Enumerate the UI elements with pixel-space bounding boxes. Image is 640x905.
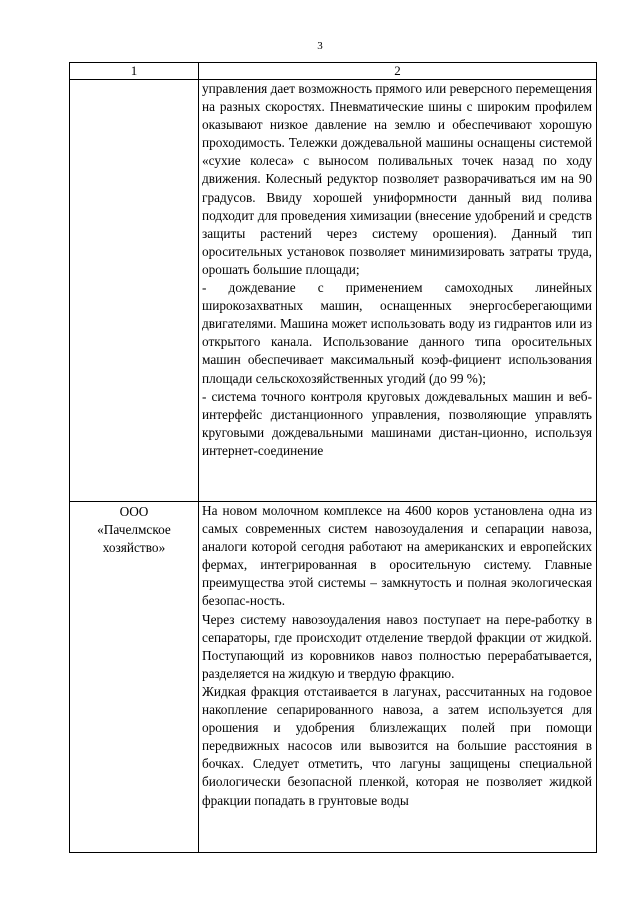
organization-name-line: ООО (119, 504, 149, 519)
description-paragraph: - система точного контроля круговых дождевальных машин и веб-интерфейс дистанционного управления, позволяющие управлять круговыми дождевальными машинами дистан-ционно, используя интернет-соединение (202, 388, 592, 458)
table-row (70, 80, 597, 502)
description-cell (199, 502, 597, 853)
organization-name-line: хозяйство» (102, 540, 166, 555)
description-paragraph: - дождевание с применением самоходных линейных широкозахватных машин, оснащенных энергосберегающими двигателями. Машина может использовать воду из гидрантов или из открытого канала. Использование данного типа оросительных машин обеспечивает максимальный коэф-фициент использования площади сельскохозяйственных угодий (до 99 %); (202, 280, 592, 386)
document-table (69, 62, 597, 853)
description-paragraph: Жидкая фракция отстаивается в лагунах, рассчитанных на годовое накопление сепарированного навоза, а затем используется для орошения и удобрения близлежащих полей при помощи передвижных насосов или вывозится на большие расстояния в бочках. Следует отметить, что лагуны защищены специальной биологически безопасной пленкой, которая не позволяет жидкой фракции попадать в грунтовые воды (202, 683, 592, 808)
organization-cell (70, 502, 199, 853)
column-header-2: 2 (199, 63, 597, 80)
description-cell (199, 80, 597, 502)
description-paragraph: На новом молочном комплексе на 4600 коров установлена одна из самых современных систем навозоудаления и сепарации навоза, аналоги которой сегодня работают на американских и европейских фермах, интегрированная в оросительную систему. Главные преимущества этой системы – замкнутость и полная экологическая безопас-ность. (202, 503, 592, 609)
description-paragraph: управления дает возможность прямого или реверсного перемещения на разных скоростях. Пневматические шины с широким профилем оказывают низкое давление на землю и обеспечивают хорошую проходимость. Тележки дождевальной машины оснащены системой «сухие колеса» с выносом поливальных точек назад по ходу движения. Колесный редуктор позволяет разворачиваться им на 90 градусов. Ввиду хорошей униформности данный вид полива подходит для проведения химизации (внесение удобрений и средств защиты растений через систему орошения). Данный тип оросительных установок позволяет минимизировать затраты труда, орошать большие площади; (202, 81, 593, 277)
table-row (70, 502, 597, 853)
description-paragraph: Через систему навозоудаления навоз поступает на пере-работку в сепараторы, где происходит отделение твердой фракции от жидкой. Поступающий из коровников навоз полностью перерабатывается, разделяется на жидкую и твердую фракцию. (202, 611, 592, 681)
page-number: 3 (317, 40, 323, 52)
table-header-row (70, 63, 597, 80)
organization-name-line: «Пачелмское (97, 522, 171, 537)
column-header-1: 1 (70, 63, 199, 80)
organization-cell (70, 80, 199, 502)
